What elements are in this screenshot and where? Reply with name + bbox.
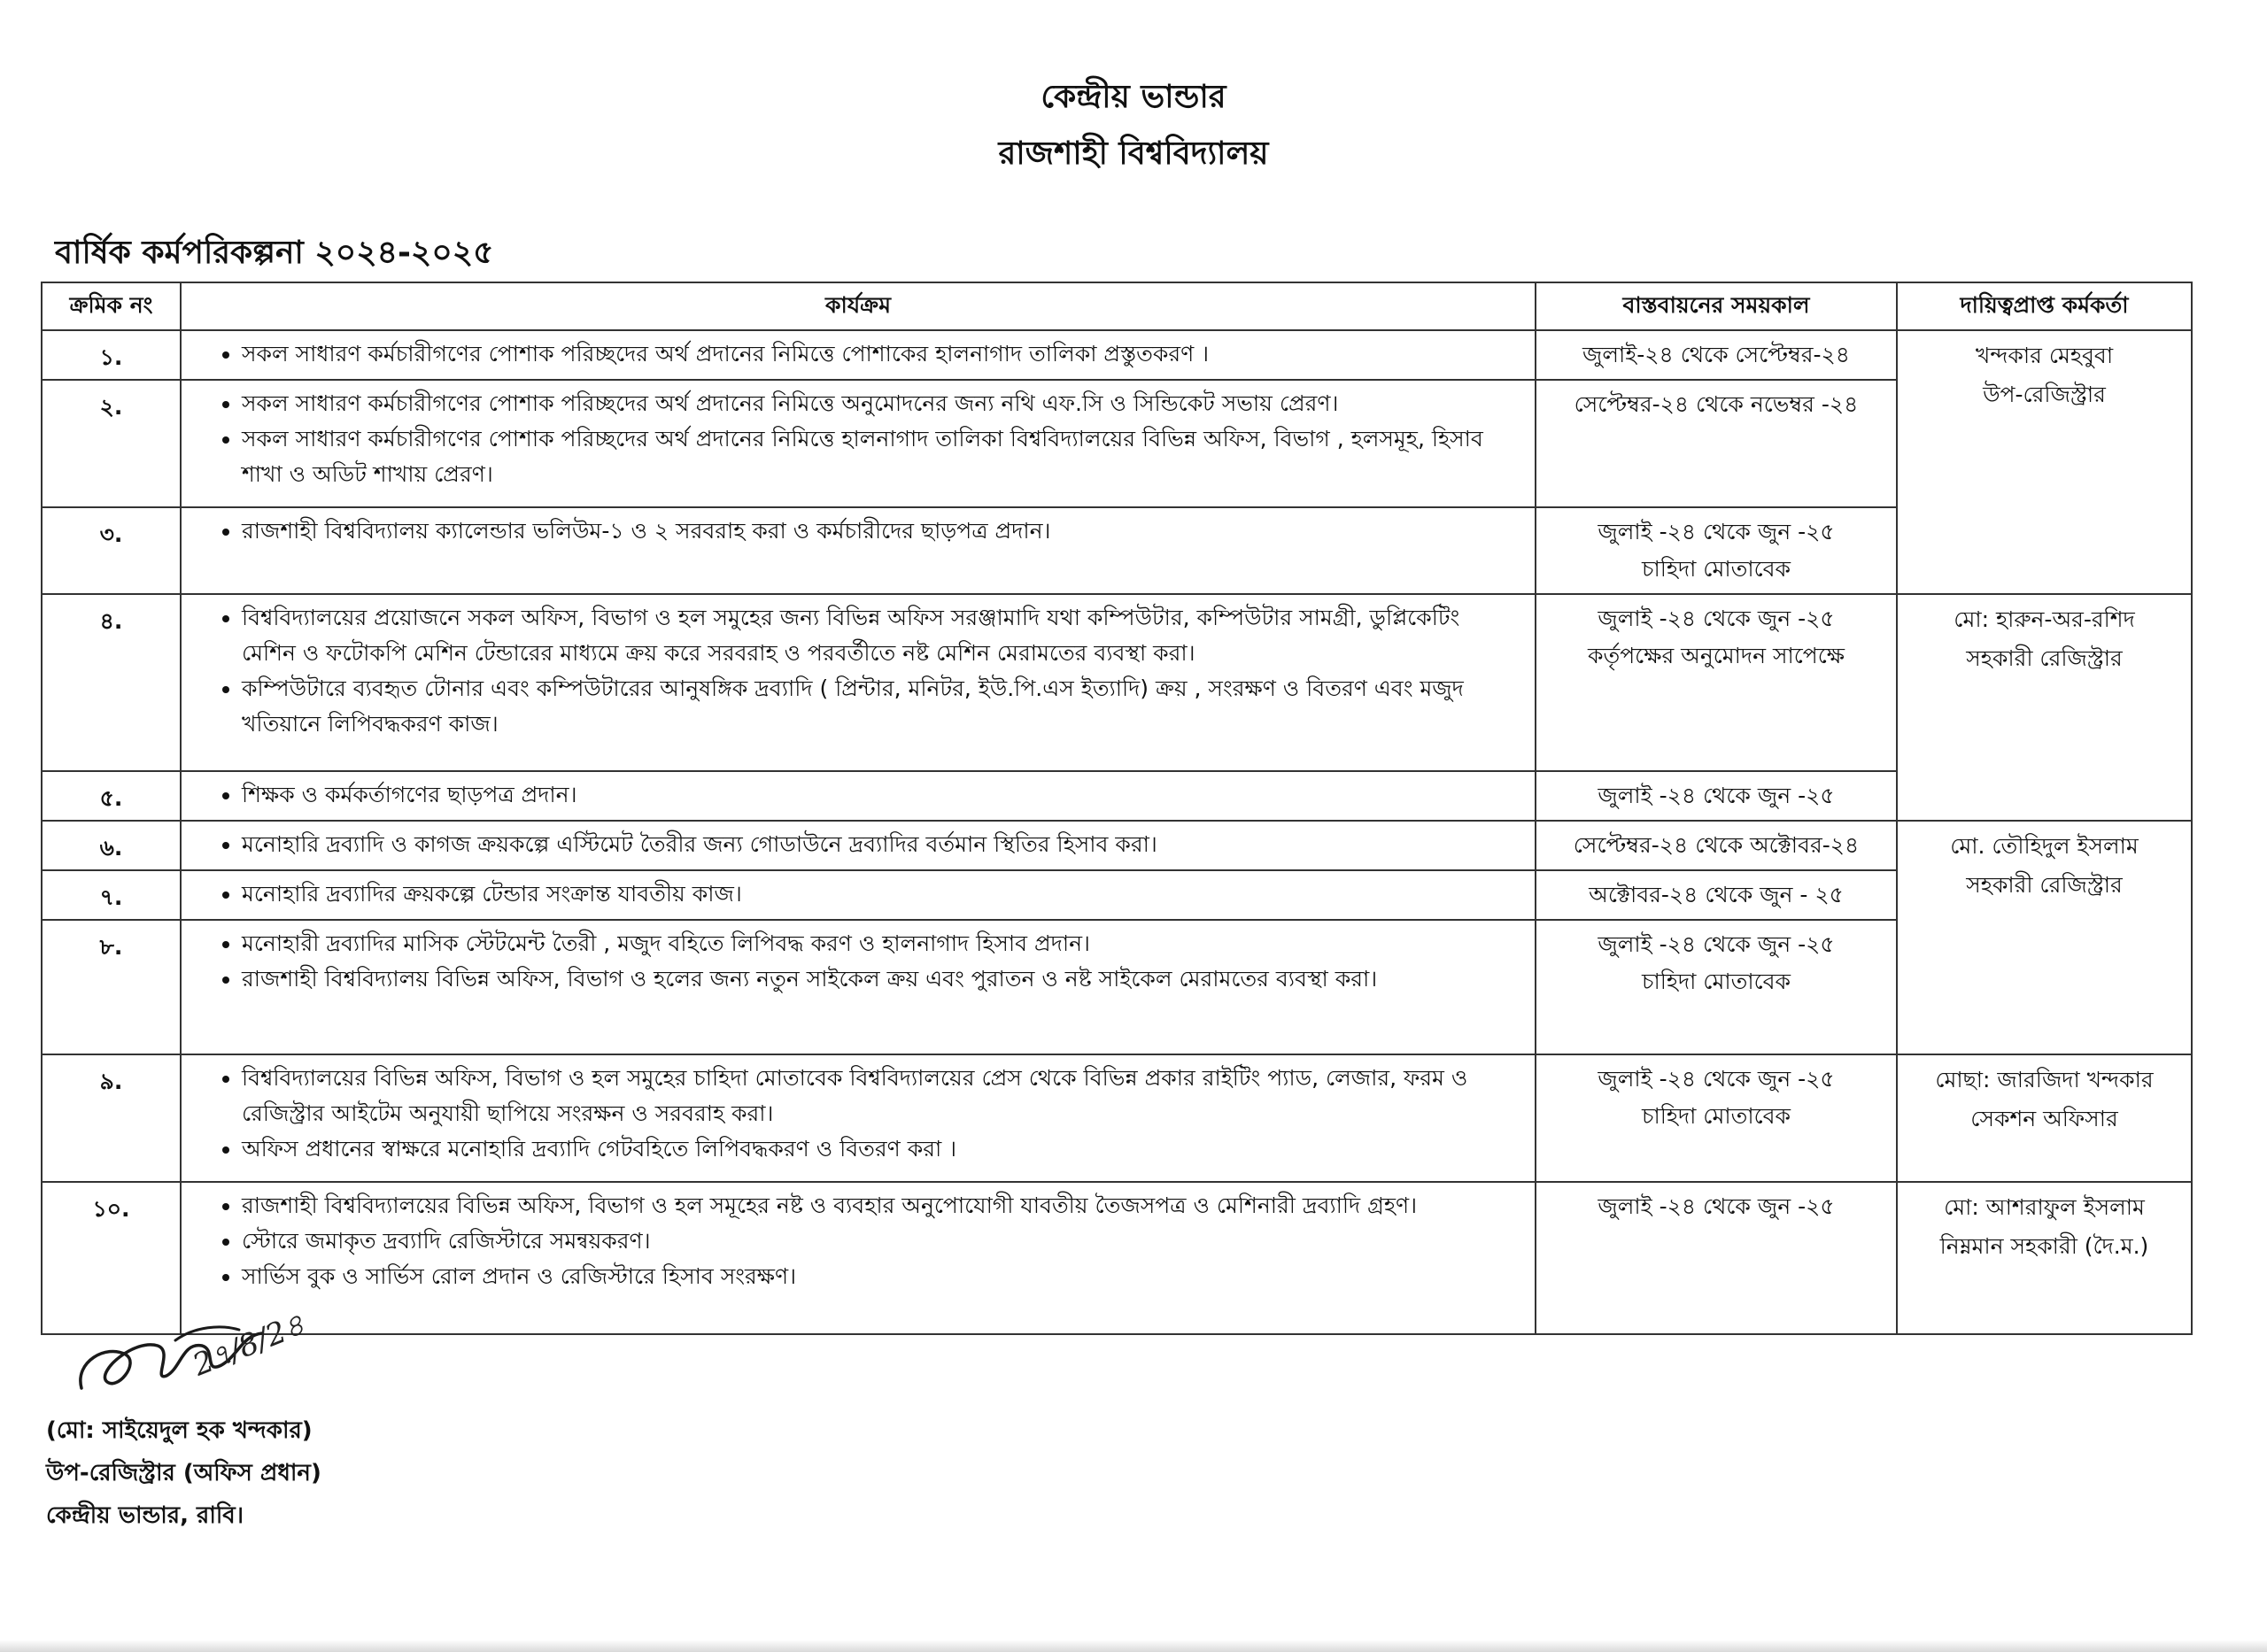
period-note: চাহিদা মোতাবেক bbox=[1641, 556, 1791, 582]
table-row bbox=[42, 870, 2192, 920]
officer-name: মোছা: জারজিদা খন্দকার bbox=[1935, 1067, 2154, 1092]
officer-cell bbox=[1897, 1182, 2192, 1334]
table-row bbox=[42, 507, 2192, 594]
activities-cell bbox=[181, 920, 1536, 1054]
scan-edge bbox=[0, 1640, 2267, 1652]
serial-cell: ৩. bbox=[42, 507, 181, 594]
column-header-officer: দায়িত্বপ্রাপ্ত কর্মকর্তা bbox=[1897, 282, 2192, 330]
period-cell bbox=[1536, 330, 1897, 380]
signatory-office: কেন্দ্রীয় ভান্ডার, রাবি। bbox=[46, 1502, 244, 1529]
activity-item: • স্টোরে জমাকৃত দ্রব্যাদি রেজিস্টারে সমন্বয়করণ। bbox=[242, 1224, 1520, 1259]
serial-cell: ৯. bbox=[42, 1054, 181, 1182]
signature-block bbox=[46, 1409, 321, 1537]
activity-item: • মনোহারী দ্রব্যাদির মাসিক স্টেটমেন্ট তৈরী , মজুদ বহিতে লিপিবদ্ধ করণ ও হালনাগাদ হিসাব প্রদান। bbox=[242, 926, 1520, 961]
work-plan-table bbox=[41, 282, 2193, 1335]
period-text: জুলাই -২৪ থেকে জুন -২৫ bbox=[1598, 1066, 1835, 1092]
activities-cell bbox=[181, 594, 1536, 771]
officer-name: মো: আশরাফুল ইসলাম bbox=[1944, 1194, 2145, 1220]
officer-title: উপ-রেজিস্ট্রার bbox=[1983, 382, 2106, 407]
officer-name: মো. তৌহিদুল ইসলাম bbox=[1950, 833, 2139, 859]
officer-title: সহকারী রেজিস্ট্রার bbox=[1966, 872, 2123, 898]
serial-cell: ৬. bbox=[42, 821, 181, 870]
header-university: রাজশাহী বিশ্ববিদ্যালয় bbox=[998, 135, 1269, 172]
officer-cell bbox=[1897, 594, 2192, 821]
activities-cell bbox=[181, 380, 1536, 507]
plan-title: বার্ষিক কর্মপরিকল্পনা ২০২৪-২০২৫ bbox=[55, 235, 494, 271]
serial-cell: ২. bbox=[42, 380, 181, 507]
officer-title: সেকশন অফিসার bbox=[1970, 1106, 2118, 1131]
period-cell bbox=[1536, 771, 1897, 821]
table-row bbox=[42, 920, 2192, 1054]
activity-item: • বিশ্ববিদ্যালয়ের প্রয়োজনে সকল অফিস, বিভাগ ও হল সমুহের জন্য বিভিন্ন অফিস সরঞ্জামাদি যথা কম্পিউটার, কম্পিউটার সামগ্রী, ডুপ্লিকেটিং মেশিন ও ফটোকপি মেশিন টেন্ডারের মাধ্যমে ক্রয় করে সরবরাহ ও পরবর্তীতে নষ্ট মেশিন মেরামতের ব্যবস্থা করা। bbox=[242, 600, 1520, 671]
period-text: জুলাই -২৪ থেকে জুন -২৫ bbox=[1598, 783, 1835, 808]
table-row bbox=[42, 771, 2192, 821]
period-cell bbox=[1536, 870, 1897, 920]
officer-title: সহকারী রেজিস্ট্রার bbox=[1966, 645, 2123, 671]
period-cell bbox=[1536, 507, 1897, 594]
activity-item: • শিক্ষক ও কর্মকর্তাগণের ছাড়পত্র প্রদান। bbox=[242, 777, 1520, 813]
period-cell bbox=[1536, 1182, 1897, 1334]
period-note: চাহিদা মোতাবেক bbox=[1641, 1103, 1791, 1129]
signature-date: 2৭/8/2৪ bbox=[188, 1307, 310, 1384]
header-office: কেন্দ্রীয় ভান্ডার bbox=[1041, 79, 1226, 115]
table-row bbox=[42, 1054, 2192, 1182]
officer-cell bbox=[1897, 821, 2192, 1054]
period-text: জুলাই -২৪ থেকে জুন -২৫ bbox=[1598, 519, 1835, 544]
table-row bbox=[42, 594, 2192, 771]
officer-name: খন্দকার মেহবুবা bbox=[1975, 343, 2114, 368]
activities-cell bbox=[181, 771, 1536, 821]
activity-item: • মনোহারি দ্রব্যাদি ও কাগজ ক্রয়কল্পে এস্টিমেট তৈরীর জন্য গোডাউনে দ্রব্যাদির বর্তমান স্থিতির হিসাব করা। bbox=[242, 827, 1520, 862]
signatory-designation: উপ-রেজিস্ট্রার (অফিস প্রধান) bbox=[46, 1460, 321, 1486]
serial-cell: ৮. bbox=[42, 920, 181, 1054]
activities-cell bbox=[181, 870, 1536, 920]
document-header bbox=[0, 69, 2267, 182]
period-note: কর্তৃপক্ষের অনুমোদন সাপেক্ষে bbox=[1587, 643, 1845, 668]
period-text: জুলাই -২৪ থেকে জুন -২৫ bbox=[1598, 931, 1835, 957]
activity-item: • সার্ভিস বুক ও সার্ভিস রোল প্রদান ও রেজিস্টারে হিসাব সংরক্ষণ। bbox=[242, 1259, 1520, 1294]
period-cell bbox=[1536, 1054, 1897, 1182]
serial-cell: ৪. bbox=[42, 594, 181, 771]
activity-item: • সকল সাধারণ কর্মচারীগণের পোশাক পরিচ্ছদের অর্থ প্রদানের নিমিত্তে পোশাকের হালনাগাদ তালিকা প্রস্তুতকরণ । bbox=[242, 336, 1520, 372]
officer-name: মো: হারুন-অর-রশিদ bbox=[1954, 606, 2135, 632]
officer-title: নিম্নমান সহকারী (দৈ.ম.) bbox=[1939, 1233, 2149, 1259]
period-note: চাহিদা মোতাবেক bbox=[1641, 969, 1791, 994]
activity-item: • রাজশাহী বিশ্ববিদ্যালয় বিভিন্ন অফিস, বিভাগ ও হলের জন্য নতুন সাইকেল ক্রয় এবং পুরাতন ও নষ্ট সাইকেল মেরামতের ব্যবস্থা করা। bbox=[242, 961, 1520, 997]
activities-cell bbox=[181, 1182, 1536, 1334]
table-row bbox=[42, 1182, 2192, 1334]
period-text: অক্টোবর-২৪ থেকে জুন - ২৫ bbox=[1589, 882, 1844, 907]
activity-item: • সকল সাধারণ কর্মচারীগণের পোশাক পরিচ্ছদের অর্থ প্রদানের নিমিত্তে হালনাগাদ তালিকা বিশ্ববিদ্যালয়ের বিভিন্ন অফিস, বিভাগ , হলসমূহ, হিসাব শাখা ও অডিট শাখায় প্রেরণ। bbox=[242, 421, 1520, 492]
period-text: জুলাই -২৪ থেকে জুন -২৫ bbox=[1598, 606, 1835, 631]
period-text: সেপ্টেম্বর-২৪ থেকে অক্টোবর-২৪ bbox=[1573, 832, 1860, 858]
activities-cell bbox=[181, 507, 1536, 594]
column-header-period: বাস্তবায়নের সময়কাল bbox=[1536, 282, 1897, 330]
table-row bbox=[42, 330, 2192, 380]
activities-cell bbox=[181, 1054, 1536, 1182]
activities-cell bbox=[181, 821, 1536, 870]
officer-cell bbox=[1897, 330, 2192, 594]
period-text: জুলাই -২৪ থেকে জুন -২৫ bbox=[1598, 1193, 1835, 1219]
signatory-name: (মো: সাইয়েদুল হক খন্দকার) bbox=[46, 1417, 313, 1444]
serial-cell: ১. bbox=[42, 330, 181, 380]
officer-cell bbox=[1897, 1054, 2192, 1182]
activity-item: • কম্পিউটারে ব্যবহৃত টোনার এবং কম্পিউটারের আনুষঙ্গিক দ্রব্যাদি ( প্রিন্টার, মনিটর, ইউ.পি.এস ইত্যাদি) ক্রয় , সংরক্ষণ ও বিতরণ এবং মজুদ খতিয়ানে লিপিবদ্ধকরণ কাজ। bbox=[242, 671, 1520, 742]
serial-cell: ১০. bbox=[42, 1182, 181, 1334]
activity-item: • অফিস প্রধানের স্বাক্ষরে মনোহারি দ্রব্যাদি গেটবহিতে লিপিবদ্ধকরণ ও বিতরণ করা । bbox=[242, 1131, 1520, 1167]
activity-item: • সকল সাধারণ কর্মচারীগণের পোশাক পরিচ্ছদের অর্থ প্রদানের নিমিত্তে অনুমোদনের জন্য নথি এফ.সি ও সিন্ডিকেট সভায় প্রেরণ। bbox=[242, 386, 1520, 421]
activity-item: • রাজশাহী বিশ্ববিদ্যালয় ক্যালেন্ডার ভলিউম-১ ও ২ সরবরাহ করা ও কর্মচারীদের ছাড়পত্র প্রদান। bbox=[242, 513, 1520, 549]
period-cell bbox=[1536, 920, 1897, 1054]
activity-item: • বিশ্ববিদ্যালয়ের বিভিন্ন অফিস, বিভাগ ও হল সমুহের চাহিদা মোতাবেক বিশ্ববিদ্যালয়ের প্রেস থেকে বিভিন্ন প্রকার রাইটিং প্যাড, লেজার, ফরম ও রেজিস্ট্রার আইটেম অনুযায়ী ছাপিয়ে সংরক্ষন ও সরবরাহ করা। bbox=[242, 1061, 1520, 1131]
serial-cell: ৫. bbox=[42, 771, 181, 821]
table-header-row bbox=[42, 282, 2192, 330]
period-text: সেপ্টেম্বর-২৪ থেকে নভেম্বর -২৪ bbox=[1574, 391, 1859, 417]
column-header-serial: ক্রমিক নং bbox=[42, 282, 181, 330]
table-row bbox=[42, 821, 2192, 870]
activity-item: • রাজশাহী বিশ্ববিদ্যালয়ের বিভিন্ন অফিস, বিভাগ ও হল সমূহের নষ্ট ও ব্যবহার অনুপোযোগী যাবতীয় তৈজসপত্র ও মেশিনারী দ্রব্যাদি গ্রহণ। bbox=[242, 1188, 1520, 1224]
table-row bbox=[42, 380, 2192, 507]
period-cell bbox=[1536, 594, 1897, 771]
serial-cell: ৭. bbox=[42, 870, 181, 920]
period-cell bbox=[1536, 821, 1897, 870]
period-cell bbox=[1536, 380, 1897, 507]
column-header-activities: কার্যক্রম bbox=[181, 282, 1536, 330]
activities-cell bbox=[181, 330, 1536, 380]
activity-item: • মনোহারি দ্রব্যাদির ক্রয়কল্পে টেন্ডার সংক্রান্ত যাবতীয় কাজ। bbox=[242, 876, 1520, 912]
period-text: জুলাই-২৪ থেকে সেপ্টেম্বর-২৪ bbox=[1582, 342, 1850, 367]
